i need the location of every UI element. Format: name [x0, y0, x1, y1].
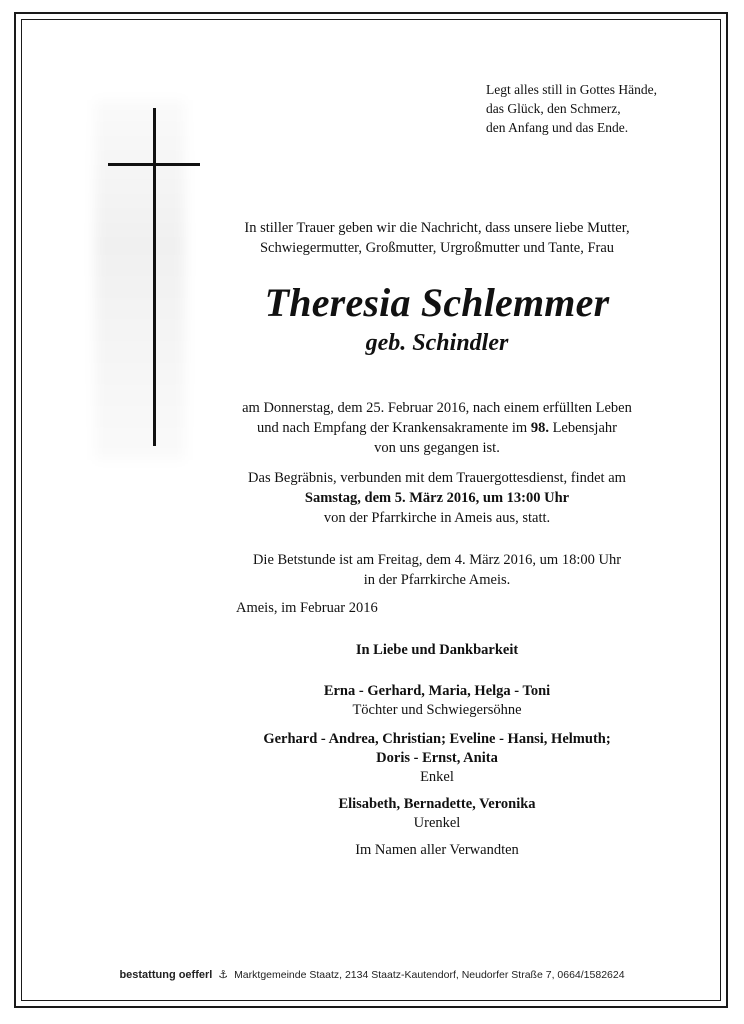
dedication: In Liebe und Dankbarkeit — [355, 642, 519, 658]
death-line: am Donnerstag, dem 25. Februar 2016, nach einem erfüllten Leben — [242, 400, 632, 416]
funeral-line: Das Begräbnis, verbunden mit dem Trauergottesdienst, findet am — [248, 470, 626, 486]
boat-icon: ⚓︎ — [218, 969, 229, 981]
quote-line: Legt alles still in Gottes Hände, — [486, 82, 657, 97]
grandchildren-label: Enkel — [420, 769, 454, 785]
quote-line: das Glück, den Schmerz, — [486, 101, 621, 116]
intro-line: In stiller Trauer geben wir die Nachricht, dass unsere liebe Mutter, — [244, 220, 630, 236]
great-grandchildren-label: Urenkel — [413, 815, 461, 831]
prayer-line: Die Betstunde ist am Freitag, dem 4. März 2016, um 18:00 Uhr — [252, 552, 622, 568]
prayer-line: in der Pfarrkirche Ameis. — [363, 572, 511, 588]
age: 98. — [530, 420, 549, 436]
death-line-post: Lebensjahr — [548, 420, 617, 436]
quote-line: den Anfang und das Ende. — [486, 120, 629, 135]
mourners-children — [200, 682, 674, 720]
cross-icon-bar — [108, 163, 200, 166]
funeral-line: von der Pfarrkirche in Ameis aus, statt. — [323, 510, 551, 526]
great-grandchildren-names: Elisabeth, Bernadette, Veronika — [338, 796, 536, 812]
grandchildren-names: Doris - Ernst, Anita — [376, 750, 498, 766]
birth-name: geb. Schindler — [365, 330, 509, 356]
death-line — [200, 418, 674, 438]
quote — [486, 80, 706, 137]
children-label: Töchter und Schwiegersöhne — [352, 702, 522, 718]
funeral-notice — [200, 468, 674, 528]
place-date: Ameis, im Februar 2016 — [236, 600, 378, 616]
death-line: von uns gegangen ist. — [374, 440, 500, 456]
prayer-notice — [200, 550, 674, 590]
death-notice — [200, 398, 674, 458]
grandchildren-names: Gerhard - Andrea, Christian; Eveline - Hansi, Helmuth; — [263, 731, 611, 747]
footer — [0, 968, 744, 981]
cross-shadow — [95, 100, 185, 460]
intro-text — [200, 218, 674, 258]
deceased-name: Theresia Schlemmer — [264, 280, 610, 325]
footer-address: Marktgemeinde Staatz, 2134 Staatz-Kautendorf, Neudorfer Straße 7, 0664/1582624 — [234, 969, 625, 981]
cross-icon — [153, 108, 156, 446]
closing: Im Namen aller Verwandten — [355, 842, 519, 858]
intro-line: Schwiegermutter, Großmutter, Urgroßmutter und Tante, Frau — [259, 240, 615, 256]
death-line-pre: und nach Empfang der Krankensakramente im — [257, 420, 531, 436]
mourners-great-grandchildren — [200, 795, 674, 833]
funeral-date-time: Samstag, dem 5. März 2016, um 13:00 Uhr — [304, 490, 570, 506]
children-names: Erna - Gerhard, Maria, Helga - Toni — [323, 683, 551, 699]
footer-brand: bestattung oefferl — [119, 969, 213, 981]
mourners-grandchildren — [200, 730, 674, 787]
